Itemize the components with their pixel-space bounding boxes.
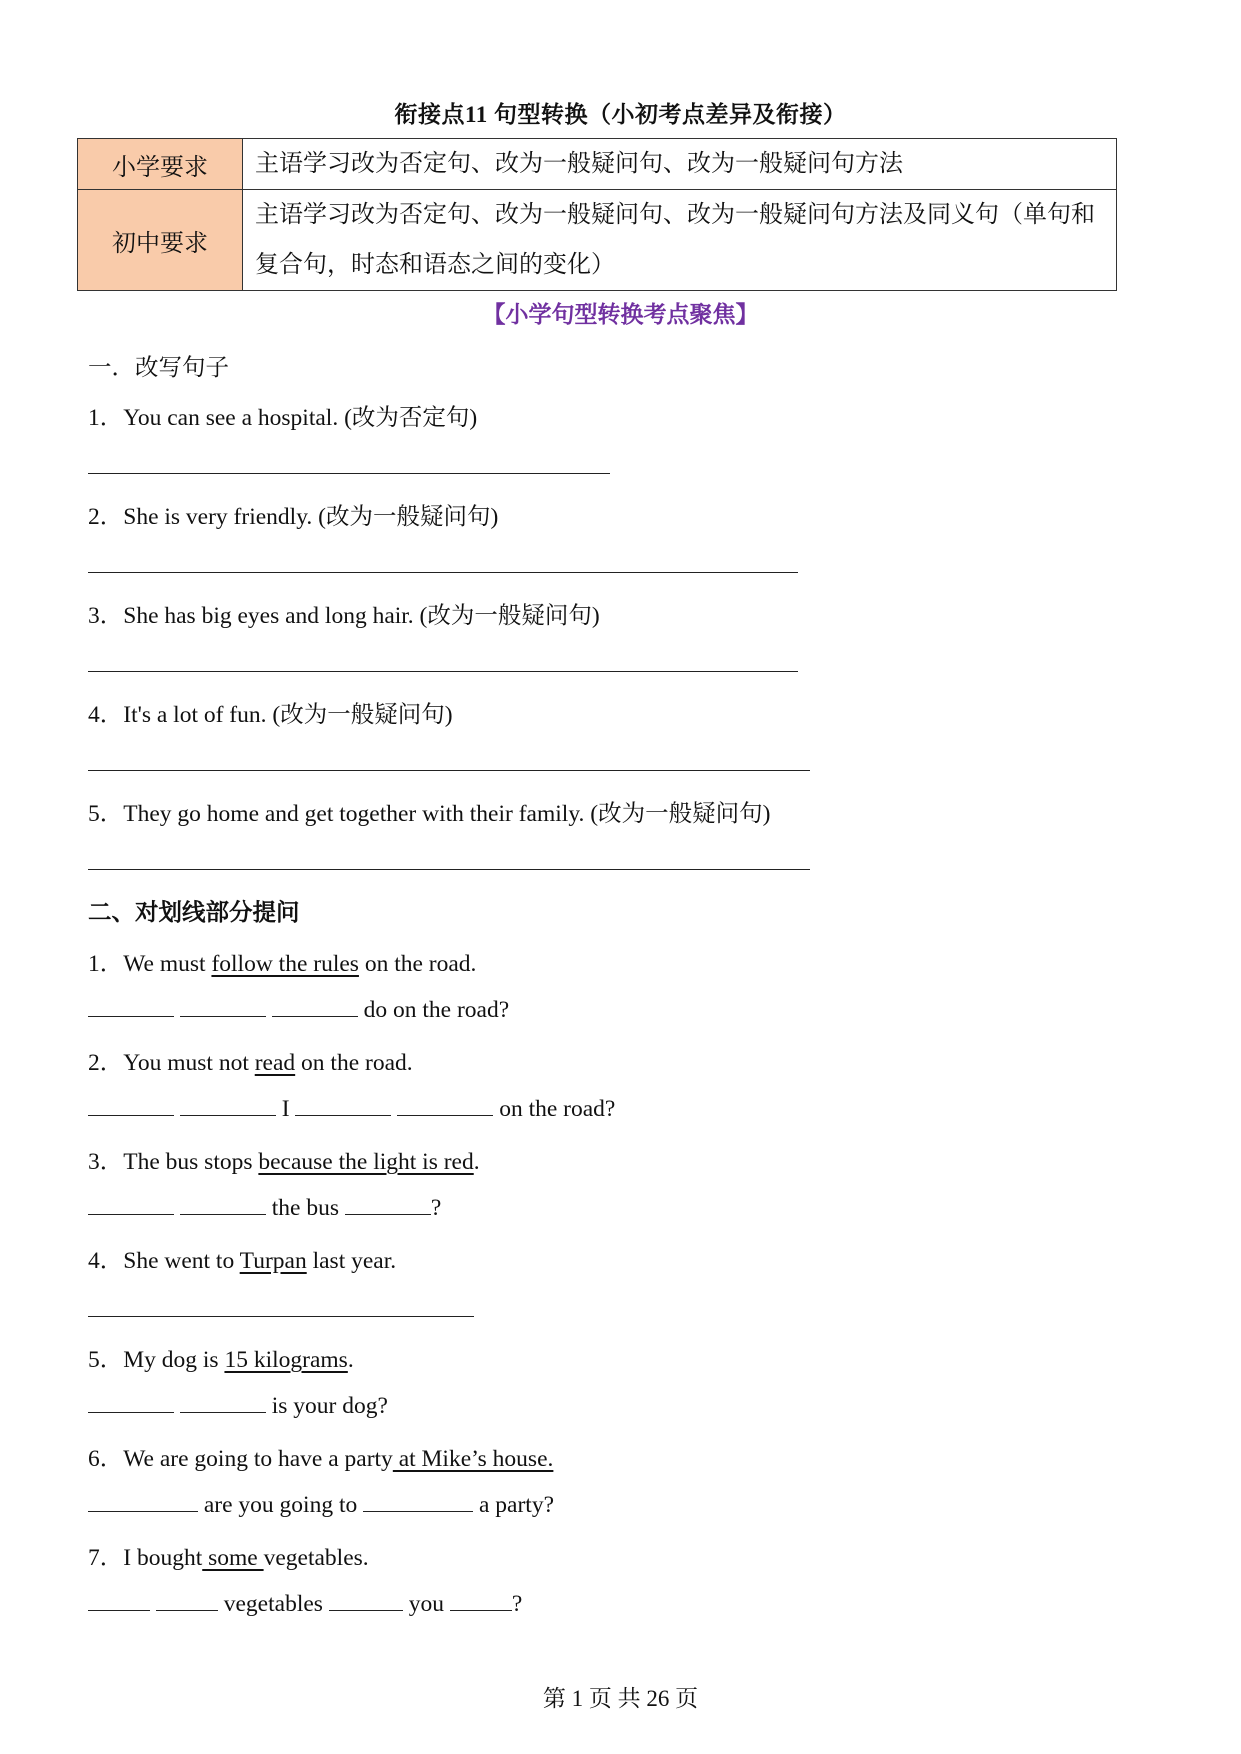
answer-line[interactable]: [88, 572, 798, 573]
question-text: .: [473, 1149, 480, 1175]
question-item: [88, 1241, 396, 1275]
answer-blank[interactable]: [88, 1588, 150, 1611]
answer-template: [88, 1093, 615, 1123]
question-text: vegetables.: [263, 1545, 369, 1571]
answer-blank[interactable]: [345, 1192, 431, 1215]
question-item: [88, 944, 476, 978]
answer-text: are you going to: [198, 1492, 364, 1518]
answer-blank[interactable]: [88, 1489, 198, 1512]
answer-template: [88, 1489, 554, 1519]
question-text: We are going to have a party: [123, 1446, 393, 1472]
answer-blank[interactable]: [397, 1093, 493, 1116]
answer-blank[interactable]: [272, 994, 358, 1017]
question-item: [88, 794, 770, 828]
section2-heading: 二、对划线部分提问: [88, 900, 300, 926]
question-text: It's a lot of fun. (改为一般疑问句): [123, 702, 453, 728]
answer-template: [88, 1390, 388, 1420]
answer-text: a party?: [473, 1492, 555, 1518]
requirement-text: 主语学习改为否定句、改为一般疑问句、改为一般疑问句方法: [243, 139, 1117, 190]
answer-text: is your dog?: [265, 1393, 388, 1419]
question-text: You can see a hospital. (改为否定句): [123, 405, 478, 431]
answer-blank[interactable]: [180, 1093, 276, 1116]
question-number: 3．: [88, 1149, 124, 1175]
answer-blank[interactable]: [180, 1390, 266, 1413]
underlined-part: follow the rules: [211, 951, 359, 977]
answer-text: ?: [430, 1195, 442, 1221]
question-text: last year.: [306, 1248, 397, 1274]
question-text: I bought: [123, 1545, 203, 1571]
question-number: 5．: [88, 801, 124, 827]
question-number: 4．: [88, 1248, 124, 1274]
question-text: She has big eyes and long hair. (改为一般疑问句): [123, 603, 600, 629]
question-number: 1．: [88, 951, 124, 977]
page-footer: 第 1 页 共 26 页: [542, 1686, 699, 1711]
answer-blank[interactable]: [180, 994, 266, 1017]
focus-heading: 【小学句型转换考点聚焦】: [482, 302, 759, 327]
question-item: [88, 1142, 480, 1176]
answer-text: I: [275, 1096, 296, 1122]
underlined-part: read: [254, 1050, 296, 1076]
question-number: 4．: [88, 702, 124, 728]
question-text: We must: [123, 951, 212, 977]
requirements-table: [77, 138, 1117, 291]
requirement-label: 初中要求: [78, 190, 243, 291]
answer-blank[interactable]: [88, 1192, 174, 1215]
section1-heading: 一．改写句子: [88, 355, 229, 381]
answer-blank[interactable]: [180, 1192, 266, 1215]
question-number: 2．: [88, 504, 124, 530]
question-item: [88, 1538, 369, 1572]
underlined-part: because the light is red: [258, 1149, 474, 1175]
underlined-part: 15 kilograms: [224, 1347, 348, 1373]
answer-text: the bus: [265, 1195, 345, 1221]
answer-blank[interactable]: [450, 1588, 512, 1611]
question-item: [88, 398, 477, 432]
question-number: 5．: [88, 1347, 124, 1373]
question-text: .: [347, 1347, 354, 1373]
underlined-part: Turpan: [239, 1248, 307, 1274]
question-item: [88, 497, 498, 531]
answer-blank[interactable]: [88, 1390, 174, 1413]
requirement-text: 主语学习改为否定句、改为一般疑问句、改为一般疑问句方法及同义句（单句和复合句，时态和语态之间的变化）: [243, 190, 1117, 291]
page-title: 衔接点11 句型转换（小初考点差异及衔接）: [394, 102, 847, 127]
question-number: 6．: [88, 1446, 124, 1472]
requirement-label: 小学要求: [78, 139, 243, 190]
question-text: You must not: [123, 1050, 255, 1076]
answer-blank[interactable]: [156, 1588, 218, 1611]
answer-line[interactable]: [88, 671, 798, 672]
underlined-part: at Mike’s house.: [392, 1446, 554, 1472]
question-number: 7．: [88, 1545, 124, 1571]
question-text: My dog is: [123, 1347, 225, 1373]
question-number: 1．: [88, 405, 124, 431]
answer-template: [88, 994, 509, 1024]
question-number: 3．: [88, 603, 124, 629]
answer-blank[interactable]: [88, 1093, 174, 1116]
question-text: She is very friendly. (改为一般疑问句): [123, 504, 499, 530]
answer-line[interactable]: [88, 770, 810, 771]
question-number: 2．: [88, 1050, 124, 1076]
question-item: [88, 1439, 553, 1473]
answer-text: do on the road?: [357, 997, 510, 1023]
question-item: [88, 596, 600, 630]
underlined-part: some: [202, 1545, 264, 1571]
answer-text: ?: [511, 1591, 523, 1617]
answer-blank[interactable]: [363, 1489, 473, 1512]
requirement-row-middle: [78, 190, 1117, 291]
answer-line[interactable]: [88, 869, 810, 870]
answer-text: vegetables: [217, 1591, 329, 1617]
question-item: [88, 1043, 413, 1077]
question-item: [88, 1340, 354, 1374]
answer-text: on the road?: [493, 1096, 616, 1122]
answer-template: [88, 1192, 441, 1222]
requirement-row-primary: [78, 139, 1117, 190]
question-text: They go home and get together with their family. (改为一般疑问句): [123, 801, 771, 827]
answer-text: you: [402, 1591, 450, 1617]
answer-blank[interactable]: [88, 994, 174, 1017]
answer-template: [88, 1588, 522, 1618]
answer-line[interactable]: [88, 473, 610, 474]
question-text: The bus stops: [123, 1149, 259, 1175]
question-item: [88, 695, 453, 729]
answer-line[interactable]: [88, 1316, 474, 1317]
answer-blank[interactable]: [329, 1588, 403, 1611]
question-text: on the road.: [295, 1050, 413, 1076]
question-text: She went to: [123, 1248, 240, 1274]
answer-blank[interactable]: [295, 1093, 391, 1116]
question-text: on the road.: [358, 951, 477, 977]
